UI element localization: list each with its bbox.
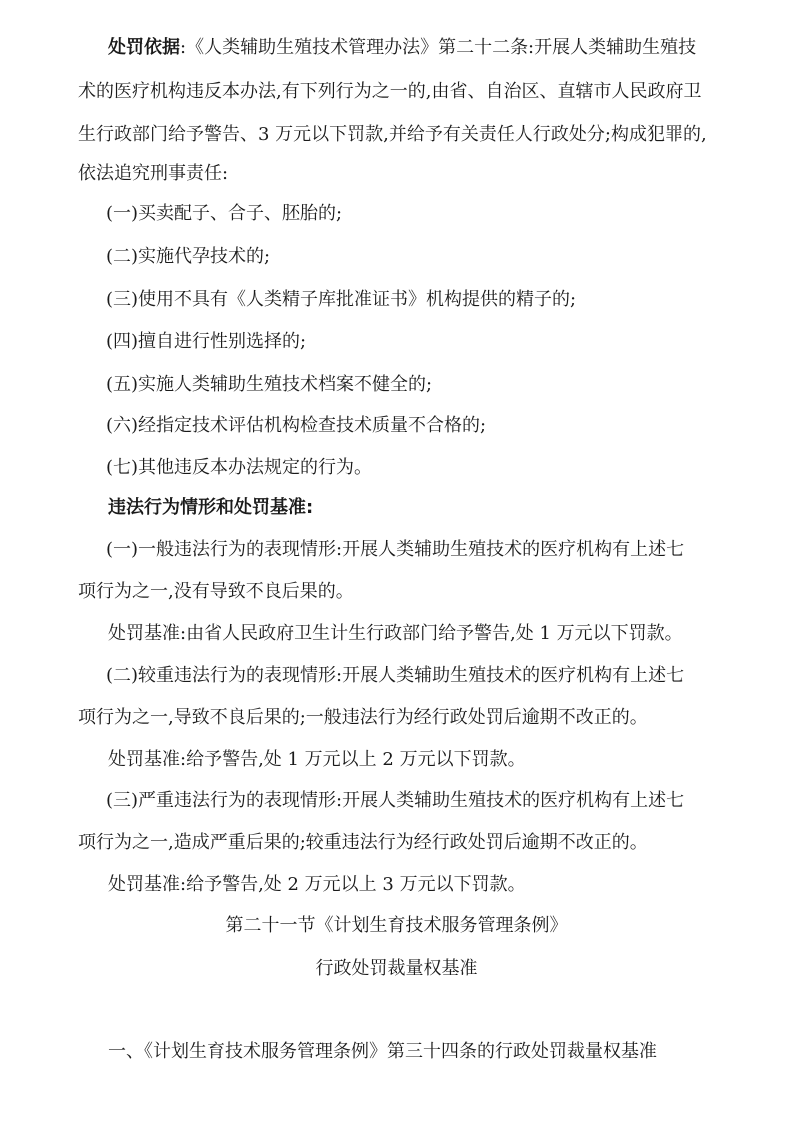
violation-item-6: (六)经指定技术评估机构检查技术质量不合格的; — [106, 415, 487, 436]
serious-case-line-1: (二)较重违法行为的表现情形:开展人类辅助生殖技术的医疗机构有上述七 — [106, 665, 685, 686]
basis-text-1: :《人类辅助生殖技术管理办法》第二十二条:开展人类辅助生殖技 — [180, 37, 697, 58]
basis-line-3: 生行政部门给予警告、3 万元以下罚款,并给予有关责任人行政处分;构成犯罪的, — [78, 124, 707, 145]
basis-label: 处罚依据 — [108, 37, 180, 58]
violation-item-2: (二)实施代孕技术的; — [106, 246, 271, 267]
standards-heading: 违法行为情形和处罚基准: — [108, 497, 314, 518]
serious-case-line-2: 项行为之一,导致不良后果的;一般违法行为经行政处罚后逾期不改正的。 — [78, 707, 648, 728]
general-case-line-1: (一)一般违法行为的表现情形:开展人类辅助生殖技术的医疗机构有上述七 — [106, 539, 685, 560]
violation-item-7: (七)其他违反本办法规定的行为。 — [106, 457, 373, 478]
general-penalty: 处罚基准:由省人民政府卫生计生行政部门给予警告,处 1 万元以下罚款。 — [108, 623, 683, 644]
violation-item-5: (五)实施人类辅助生殖技术档案不健全的; — [106, 374, 433, 395]
severe-penalty: 处罚基准:给予警告,处 2 万元以上 3 万元以下罚款。 — [108, 874, 526, 895]
section-title: 第二十一节《计划生育技术服务管理条例》 — [225, 915, 568, 936]
subsection-heading: 一、《计划生育技术服务管理条例》第三十四条的行政处罚裁量权基准 — [108, 1041, 657, 1062]
severe-case-line-2: 项行为之一,造成严重后果的;较重违法行为经行政处罚后逾期不改正的。 — [78, 832, 648, 853]
general-case-line-2: 项行为之一,没有导致不良后果的。 — [78, 581, 354, 602]
basis-line-1 — [108, 36, 793, 60]
violation-item-4: (四)擅自进行性别选择的; — [106, 331, 307, 352]
severe-case-line-1: (三)严重违法行为的表现情形:开展人类辅助生殖技术的医疗机构有上述七 — [106, 790, 685, 811]
basis-line-4: 依法追究刑事责任: — [78, 163, 229, 184]
basis-line-2: 术的医疗机构违反本办法,有下列行为之一的,由省、自治区、直辖市人民政府卫 — [78, 81, 702, 102]
section-subtitle: 行政处罚裁量权基准 — [315, 958, 478, 979]
violation-item-3: (三)使用不具有《人类精子库批准证书》机构提供的精子的; — [106, 289, 577, 310]
violation-item-1: (一)买卖配子、合子、胚胎的; — [106, 203, 343, 224]
serious-penalty: 处罚基准:给予警告,处 1 万元以上 2 万元以下罚款。 — [108, 749, 526, 770]
